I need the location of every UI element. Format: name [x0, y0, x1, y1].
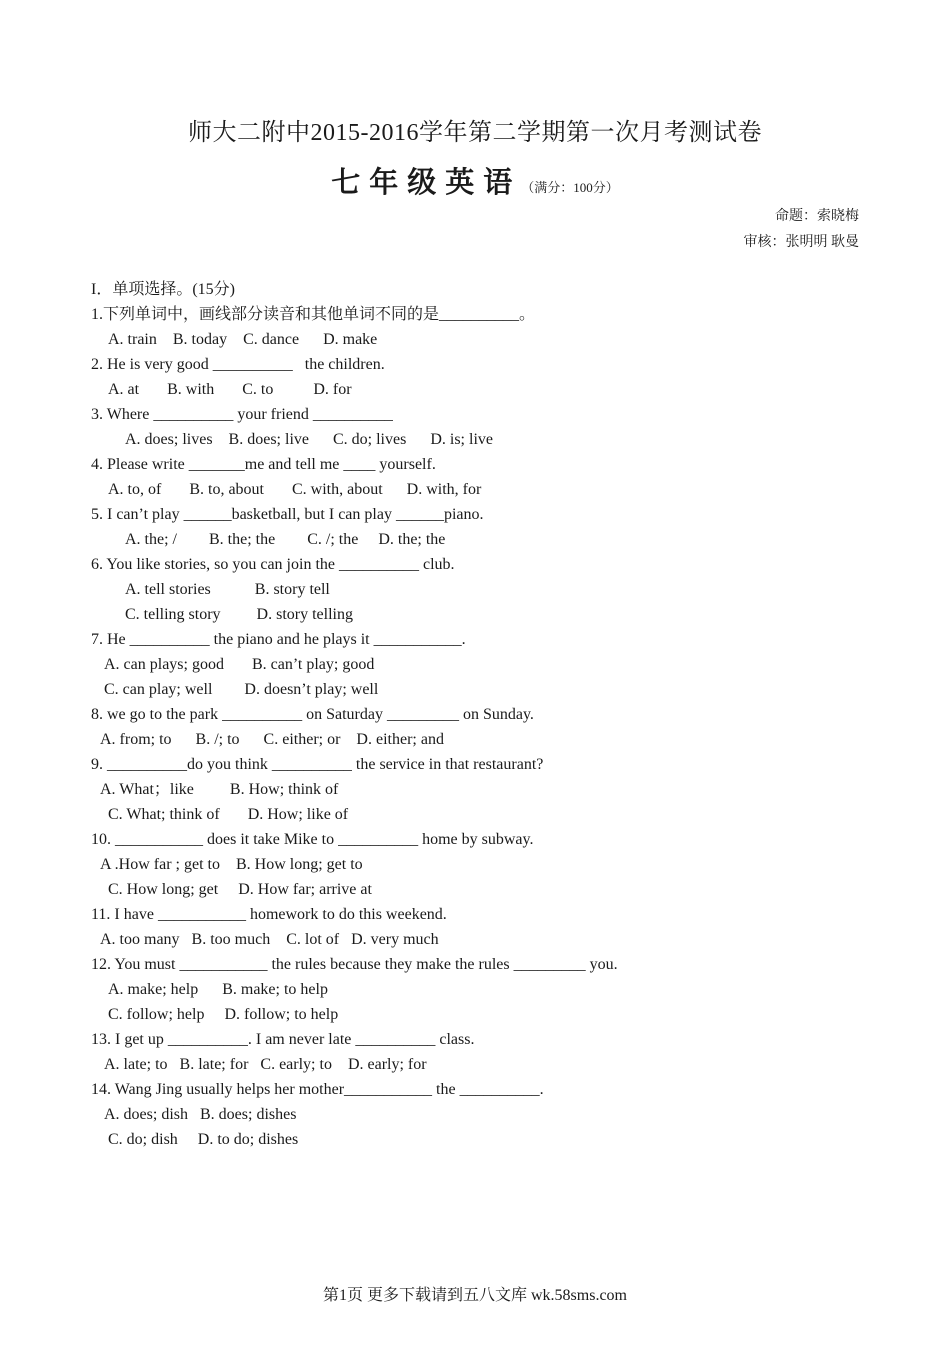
page-footer: 第1页 更多下载请到五八文库 wk.58sms.com	[322, 1287, 627, 1304]
options-6a: A. tell stories B. story tell	[125, 581, 330, 598]
question-3: 3. Where __________ your friend __________	[91, 406, 393, 423]
question-7: 7. He __________ the piano and he plays it ___________.	[91, 631, 466, 648]
options-9b: C. What; think of D. How; like of	[108, 806, 349, 823]
question-11: 11. I have ___________ homework to do this weekend.	[91, 906, 447, 923]
question-10: 10. ___________ does it take Mike to __________ home by subway.	[91, 831, 534, 848]
question-12: 12. You must ___________ the rules because they make the rules _________ you.	[91, 956, 618, 973]
options-7a: A. can plays; good B. can’t play; good	[104, 656, 375, 673]
options-14b: C. do; dish D. to do; dishes	[108, 1131, 299, 1148]
options-10a: A .How far ; get to B. How long; get to	[100, 856, 363, 873]
question-5: 5. I can’t play ______basketball, but I can play ______piano.	[91, 506, 484, 523]
author-line: 命题：索晓梅	[775, 209, 859, 224]
options-7b: C. can play; well D. doesn’t play; well	[104, 681, 379, 698]
options-3: A. does; lives B. does; live C. do; lives D. is; live	[125, 431, 493, 448]
question-14: 14. Wang Jing usually helps her mother___________ the __________.	[91, 1081, 544, 1098]
options-10b: C. How long; get D. How far; arrive at	[108, 881, 372, 898]
full-score-note: （满分：100分）	[521, 180, 619, 195]
section-heading: I．单项选择。(15分)	[91, 281, 235, 298]
question-4: 4. Please write _______me and tell me ____ yourself.	[91, 456, 436, 473]
options-5: A. the; / B. the; the C. /; the D. the; the	[125, 531, 446, 548]
options-14a: A. does; dish B. does; dishes	[104, 1106, 297, 1123]
options-11: A. too many B. too much C. lot of D. very much	[100, 931, 439, 948]
options-4: A. to, of B. to, about C. with, about D. with, for	[108, 481, 482, 498]
question-9: 9. __________do you think __________ the service in that restaurant?	[91, 756, 544, 773]
options-1: A. train B. today C. dance D. make	[108, 331, 378, 348]
question-2: 2. He is very good __________ the children.	[91, 356, 385, 373]
options-6b: C. telling story D. story telling	[125, 606, 353, 623]
question-1: 1.下列单词中，画线部分读音和其他单词不同的是__________。	[91, 306, 536, 323]
options-9a: A. What；like B. How; think of	[100, 781, 339, 798]
exam-title: 师大二附中2015-2016学年第二学期第一次月考测试卷	[188, 120, 762, 146]
grade-subject: 七年级英语	[331, 167, 522, 199]
question-13: 13. I get up __________. I am never late __________ class.	[91, 1031, 475, 1048]
options-13: A. late; to B. late; for C. early; to D. early; for	[104, 1056, 427, 1073]
reviewer-line: 审核：张明明 耿曼	[743, 235, 859, 250]
options-8: A. from; to B. /; to C. either; or D. either; and	[100, 731, 444, 748]
exam-subtitle	[0, 160, 950, 201]
options-12a: A. make; help B. make; to help	[108, 981, 328, 998]
options-12b: C. follow; help D. follow; to help	[108, 1006, 339, 1023]
question-8: 8. we go to the park __________ on Saturday _________ on Sunday.	[91, 706, 534, 723]
options-2: A. at B. with C. to D. for	[108, 381, 352, 398]
question-6: 6. You like stories, so you can join the __________ club.	[91, 556, 455, 573]
